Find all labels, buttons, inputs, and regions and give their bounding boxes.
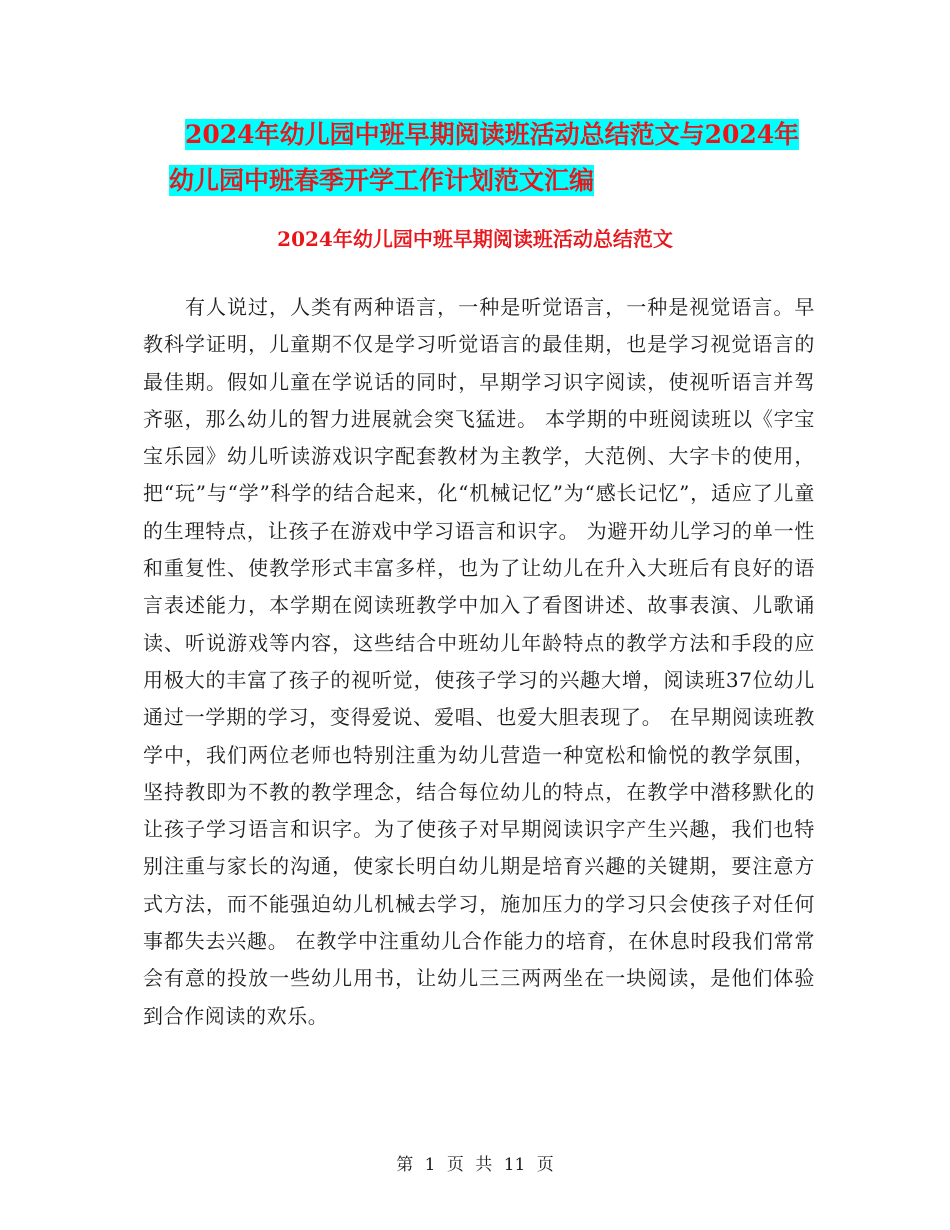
title-line-1: 2024年幼儿园中班早期阅读班活动总结范文与2024年 (185, 120, 800, 149)
page-number-footer: 第 1 页 共 11 页 (396, 1155, 554, 1175)
section-heading: 2024年幼儿园中班早期阅读班活动总结范文 (277, 227, 673, 251)
document-title (145, 112, 825, 204)
title-line-2: 幼儿园中班春季开学工作计划范文汇编 (169, 166, 595, 195)
body-paragraph: 有人说过，人类有两种语言，一种是听觉语言，一种是视觉语言。早教科学证明，儿童期不仅是学习听觉语言的最佳期，也是学习视觉语言的最佳期。假如儿童在学说话的同时，早期学习识字阅读，使视听语言并驾齐驱，那么幼儿的智力进展就会突飞猛进。 本学期的中班阅读班以《字宝宝乐园》幼儿听读游戏识字配套教材为主教学，大范例、大字卡的使用，把“玩”与“学”科学的结合起来，化“机械记忆”为“感长记忆”，适应了儿童的生理特点，让孩子在游戏中学习语言和识字。 为避开幼儿学习的单一性和重复性、使教学形式丰富多样，也为了让幼儿在升入大班后有良好的语言表述能力，本学期在阅读班教学中加入了看图讲述、故事表演、儿歌诵读、听说游戏等内容，这些结合中班幼儿年龄特点的教学方法和手段的应用极大的丰富了孩子的视听觉，使孩子学习的兴趣大增，阅读班37位幼儿通过一学期的学习，变得爱说、爱唱、也爱大胆表现了。 在早期阅读班教学中，我们两位老师也特别注重为幼儿营造一种宽松和愉悦的教学氛围，坚持教即为不教的教学理念，结合每位幼儿的特点，在教学中潜移默化的让孩子学习语言和识字。为了使孩子对早期阅读识字产生兴趣，我们也特别注重与家长的沟通，使家长明白幼儿期是培育兴趣的关键期，要注意方式方法，而不能强迫幼儿机械去学习，施加压力的学习只会使孩子对任何事都失去兴趣。 在教学中注重幼儿合作能力的培育，在休息时段我们常常会有意的投放一些幼儿用书，让幼儿三三两两坐在一块阅读，是他们体验到合作阅读的欢乐。 (143, 295, 815, 1028)
